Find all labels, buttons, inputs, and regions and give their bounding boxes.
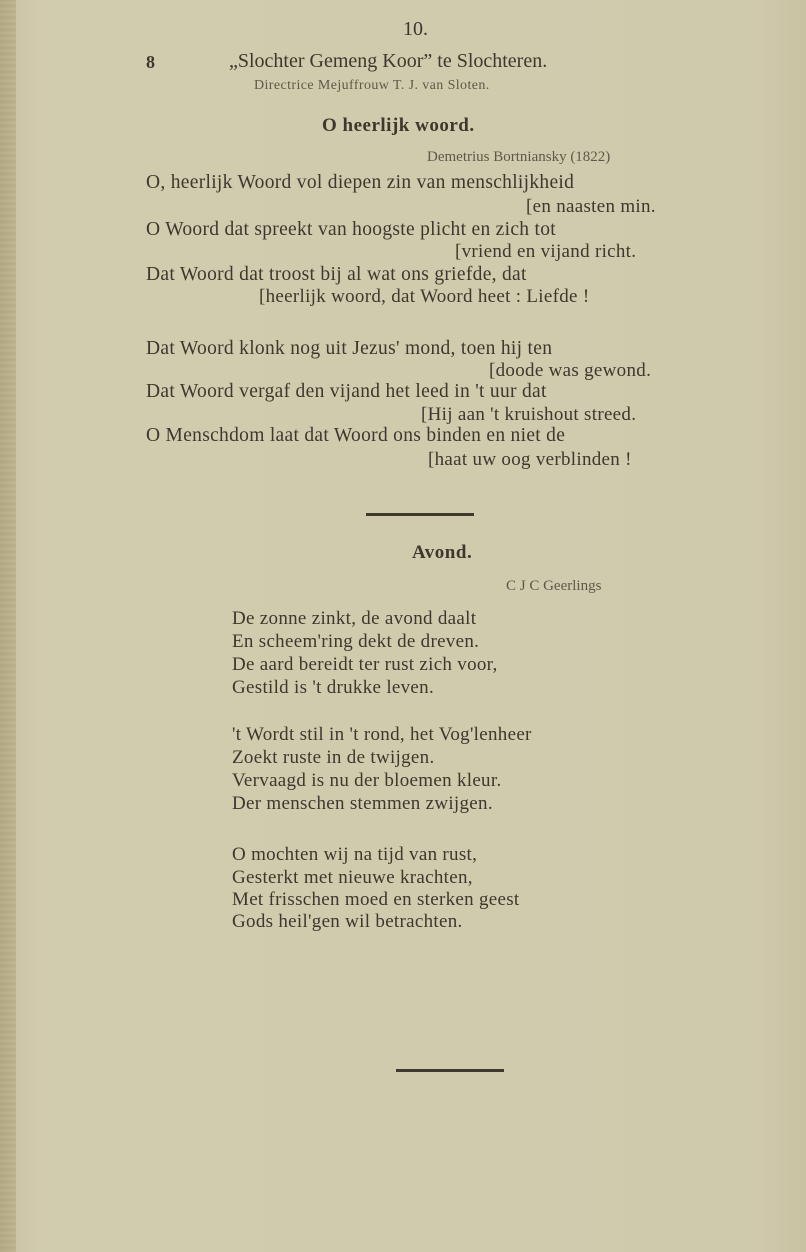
- composer: Demetrius Bortniansky (1822): [427, 149, 611, 165]
- poem-line: Gods heil'gen wil betrachten.: [232, 911, 463, 932]
- poem-line: 't Wordt stil in 't rond, het Vog'lenheer: [232, 724, 532, 745]
- lyric-line: [haat uw oog verblinden !: [428, 449, 632, 470]
- poem-line: Gestild is 't drukke leven.: [232, 677, 435, 698]
- lyric-line: O, heerlijk Woord vol diepen zin van menschlijkheid: [146, 172, 575, 193]
- poem-line: En scheem'ring dekt de dreven.: [232, 631, 480, 652]
- section-divider: [396, 1069, 504, 1072]
- lyric-line: [en naasten min.: [526, 196, 656, 217]
- poem-line: O mochten wij na tijd van rust,: [232, 844, 478, 865]
- lyric-line: [Hij aan 't kruishout streed.: [421, 404, 637, 425]
- poem-line: Zoekt ruste in de twijgen.: [232, 747, 435, 768]
- lyric-line: O Menschdom laat dat Woord ons binden en niet de: [146, 425, 566, 446]
- song-title: Avond.: [412, 542, 473, 563]
- conductor: Directrice Mejuffrouw T. J. van Sloten.: [254, 78, 490, 93]
- lyric-line: [doode was gewond.: [489, 360, 652, 381]
- song-title: O heerlijk woord.: [322, 115, 475, 136]
- poem-line: Vervaagd is nu der bloemen kleur.: [232, 770, 502, 791]
- page-number: 10.: [403, 18, 428, 40]
- lyric-line: Dat Woord klonk nog uit Jezus' mond, toen hij ten: [146, 338, 553, 359]
- poem-line: Gesterkt met nieuwe krachten,: [232, 867, 473, 888]
- section-divider: [366, 513, 474, 516]
- choir-name: „Slochter Gemeng Koor” te Slochteren.: [229, 50, 548, 72]
- poem-line: Der menschen stemmen zwijgen.: [232, 793, 493, 814]
- author: C J C Geerlings: [506, 578, 602, 594]
- poem-line: De aard bereidt ter rust zich voor,: [232, 654, 498, 675]
- entry-number: 8: [146, 52, 155, 72]
- lyric-line: O Woord dat spreekt van hoogste plicht en zich tot: [146, 219, 557, 240]
- lyric-line: [heerlijk woord, dat Woord heet : Liefde !: [259, 286, 590, 307]
- lyric-line: Dat Woord vergaf den vijand het leed in 't uur dat: [146, 381, 547, 402]
- lyric-line: Dat Woord dat troost bij al wat ons griefde, dat: [146, 264, 527, 285]
- lyric-line: [vriend en vijand richt.: [455, 241, 637, 262]
- poem-line: De zonne zinkt, de avond daalt: [232, 608, 477, 629]
- poem-line: Met frisschen moed en sterken geest: [232, 889, 520, 910]
